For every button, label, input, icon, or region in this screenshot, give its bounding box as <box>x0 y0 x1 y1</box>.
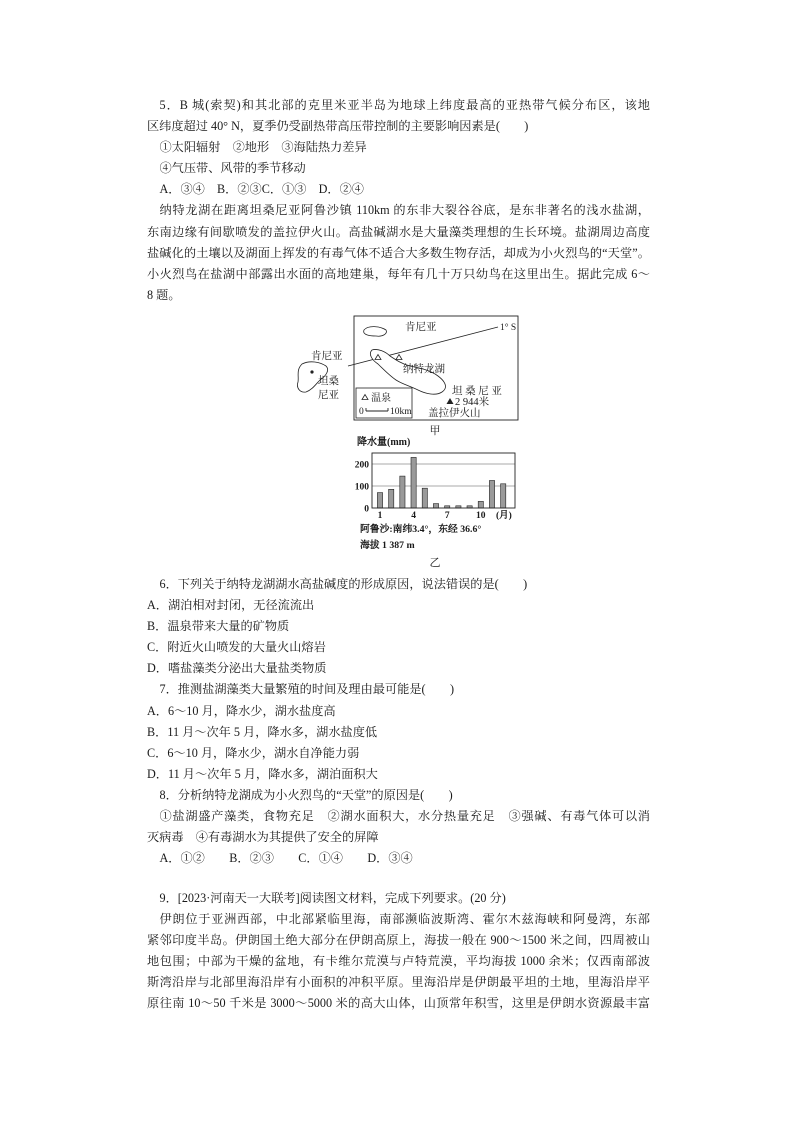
chart-ylabel: 降水量(mm) <box>357 437 411 448</box>
volcano-elevation: 2 944米 <box>455 397 490 408</box>
kenya-inset-label: 肯尼亚 <box>311 351 343 362</box>
questions-6-to-8 <box>147 574 650 869</box>
question-9-header: 9．[2023·河南天一大联考]阅读图文材料，完成下列要求。(20 分) <box>159 891 506 905</box>
passage-line: 小火烈鸟在盐湖中部露出水面的高地建巢，每年有几十万只幼鸟在这里出生。据此完成 6～ <box>147 266 650 281</box>
question-9-material-line: 地包围；中部为干燥的盆地，有卡维尔荒漠与卢特荒漠，平均海拔 1000 余米；仅西南部波 <box>147 954 650 969</box>
question-6-option: A．湖泊相对封闭，无径流流出 <box>147 598 315 613</box>
question-9-material-line: 斯湾沿岸与北部里海沿岸有小面积的冲积平原。里海沿岸是伊朗最平坦的土地，里海沿岸平 <box>147 975 650 990</box>
chart-bars <box>377 457 505 508</box>
passage-line: 纳特龙湖在距离坦桑尼亚阿鲁沙镇 110km 的东非大裂谷谷底，是东非著名的浅水盐湖， <box>159 203 650 218</box>
question-5-items: ④气压带、风带的季节移动 <box>159 161 306 176</box>
passage-line: 盐碱化的土壤以及湖面上挥发的有毒气体不适合大多数生物存活，却成为小火烈鸟的“天堂”。 <box>147 245 650 260</box>
question-6-stem: 6．下列关于纳特龙湖湖水高盐碱度的形成原因，说法错误的是( ) <box>159 577 528 591</box>
legend-hot-spring-label: 温泉 <box>371 393 391 404</box>
lake-label: 纳特龙湖 <box>403 364 445 375</box>
precipitation-chart <box>350 433 525 573</box>
map-figure <box>290 310 525 438</box>
question-7-option: C．6～10 月，降水少，湖水自净能力弱 <box>147 745 360 760</box>
map-caption: 甲 <box>429 425 441 437</box>
chart-note-location: 阿鲁沙:南纬3.4°，东经 36.6° <box>360 524 482 535</box>
question-9-material-line: 紧邻印度半岛。伊朗国土绝大部分在伊朗高原上，海拔一般在 900～1500 米之间，四周被山 <box>147 933 650 948</box>
question-6-option: C．附近火山喷发的大量火山熔岩 <box>147 640 326 655</box>
latitude-label: 1° S <box>500 323 517 333</box>
x-tick-label: 4 <box>411 511 416 521</box>
bar-month-1 <box>377 493 382 508</box>
hot-spring-icon <box>396 355 402 360</box>
question-5-options: A．③④ B．②③C．①③ D．②④ <box>159 182 364 197</box>
question-9-material-line: 伊朗位于亚洲西部，中北部紧临里海，南部濒临波斯湾、霍尔木兹海峡和阿曼湾，东部 <box>159 912 650 927</box>
volcano-triangle-icon <box>447 398 454 404</box>
tanzania-inset-label: 尼亚 <box>318 390 339 401</box>
question-9-material-line: 原往南 10～50 千米是 3000～5000 米的高大山体，山顶常年积雪，这里是伊朗水资源最丰富 <box>147 996 650 1011</box>
small-lake <box>364 327 387 337</box>
bar-month-11 <box>489 481 494 509</box>
chart-note-elevation: 海拔 1 387 m <box>360 540 415 551</box>
y-axis-ticks <box>355 461 370 515</box>
question-7-option: A．6～10 月，降水少，湖水盐度高 <box>147 703 336 718</box>
bar-month-4 <box>411 457 416 508</box>
bar-month-2 <box>389 489 394 508</box>
scale-start-label: 0 <box>359 407 364 417</box>
question-8-items: 灭病毒 ④有毒湖水为其提供了安全的屏障 <box>147 830 379 845</box>
question-6-option: D．嗜盐藻类分泌出大量盐类物质 <box>147 661 327 676</box>
question-7-option: D．11 月～次年 5 月，降水多，湖泊面积大 <box>147 766 378 781</box>
question-5-and-passage <box>147 95 650 306</box>
bar-month-10 <box>478 501 483 508</box>
bar-month-5 <box>422 488 427 508</box>
question-9 <box>147 888 650 1015</box>
question-5-items: ①太阳辐射 ②地形 ③海陆热力差异 <box>159 140 367 155</box>
tanzania-label: 坦 桑 尼 亚 <box>452 386 502 397</box>
x-tick-label: 10 <box>476 511 486 521</box>
question-5-stem-line: 5．B 城(索契)和其北部的克里米亚半岛为地球上纬度最高的亚热带气候分布区，该地 <box>159 98 650 112</box>
y-tick-label: 200 <box>354 460 369 471</box>
kenya-label: 肯尼亚 <box>405 322 437 333</box>
y-tick-label: 100 <box>354 482 369 493</box>
question-6-option: B．温泉带来大量的矿物质 <box>147 619 290 634</box>
question-5-stem-line: 区纬度超过 40° N，夏季仍受副热带高压带控制的主要影响因素是( ) <box>147 119 529 134</box>
inset-location-dot <box>310 370 313 373</box>
map-legend <box>356 388 412 418</box>
question-7-stem: 7．推测盐湖藻类大量繁殖的时间及理由最可能是( ) <box>159 682 455 697</box>
bar-month-3 <box>400 476 405 508</box>
tanzania-inset-label: 坦桑 <box>318 376 339 387</box>
passage-line: 8 题。 <box>147 287 181 302</box>
chart-xunit: (月) <box>496 511 512 521</box>
y-tick-label: 0 <box>364 504 369 515</box>
question-7-option: B．11 月～次年 5 月，降水多，湖水盐度低 <box>147 724 378 739</box>
x-tick-label: 1 <box>377 511 383 521</box>
question-8-stem: 8．分析纳特龙湖成为小火烈鸟的“天堂”的原因是( ) <box>159 787 453 802</box>
x-axis-ticks <box>378 511 486 521</box>
scale-end-label: 10km <box>390 407 412 417</box>
bar-month-6 <box>433 504 438 508</box>
question-8-options: A．①② B．②③ C．①④ D．③④ <box>159 851 413 866</box>
bar-month-12 <box>501 484 506 508</box>
question-8-items: ①盐湖盛产藻类，食物充足 ②湖水面积大，水分热量充足 ③强碱、有毒气体可以消 <box>159 809 650 824</box>
x-tick-label: 7 <box>444 511 450 521</box>
passage-line: 东南边缘有间歇喷发的盖拉伊火山。高盐碱湖水是大量藻类理想的生长环境。盐湖周边高度 <box>147 224 650 239</box>
volcano-label: 盖拉伊火山 <box>428 408 481 419</box>
chart-caption: 乙 <box>429 557 441 569</box>
